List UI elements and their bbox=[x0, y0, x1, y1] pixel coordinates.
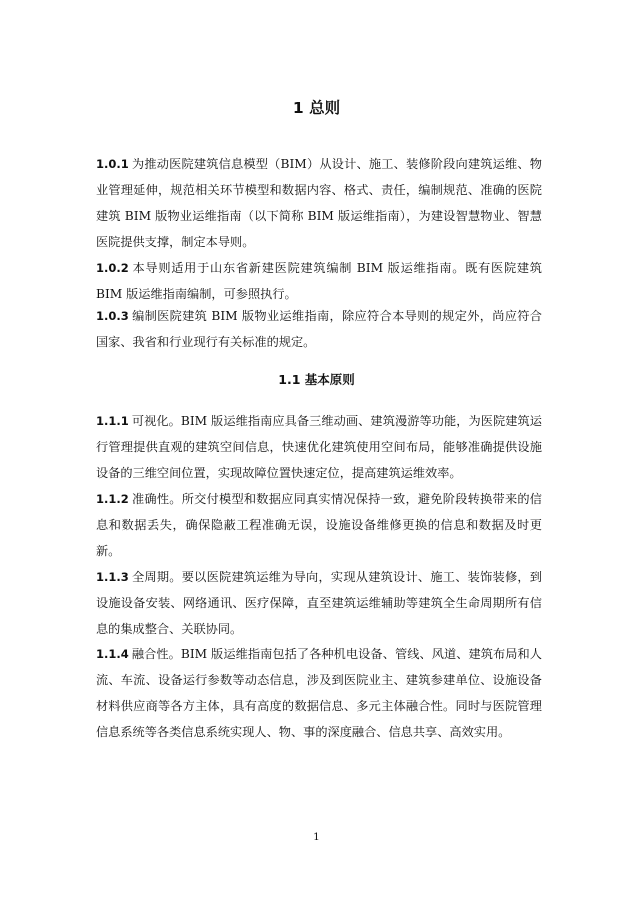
principle-1-1-1 bbox=[96, 408, 542, 486]
principle-1-1-4 bbox=[96, 641, 542, 745]
clause-1-0-3 bbox=[96, 303, 542, 355]
clause-number: 1.0.3 bbox=[96, 309, 129, 323]
clause-number: 1.0.1 bbox=[96, 157, 129, 171]
clause-text: 本导则适用于山东省新建医院建筑编制 BIM 版运维指南。既有医院建筑 BIM 版运维指南编制，可参照执行。 bbox=[96, 261, 542, 302]
clause-1-0-1 bbox=[96, 151, 542, 255]
section-title: 1.1 基本原则 bbox=[278, 372, 355, 387]
clause-text: 为推动医院建筑信息模型（BIM）从设计、施工、装修阶段向建筑运维、物业管理延伸，规范相关环节模型和数据内容、格式、责任，编制规范、准确的医院建筑 BIM 版物业运维指南（以下简称 BIM 版运维指南），为建设智慧物业、智慧医院提供支撑，制定本导则。 bbox=[96, 157, 542, 250]
principle-number: 1.1.1 bbox=[96, 414, 129, 428]
principle-number: 1.1.4 bbox=[96, 647, 129, 661]
principle-1-1-3 bbox=[96, 564, 542, 642]
principle-1-1-2 bbox=[96, 486, 542, 564]
principle-text: 可视化。BIM 版运维指南应具备三维动画、建筑漫游等功能，为医院建筑运行管理提供直观的建筑空间信息，快速优化建筑使用空间布局，能够准确提供设施设备的三维空间位置，实现故障位置快速定位，提高建筑运维效率。 bbox=[96, 414, 542, 481]
principle-number: 1.1.3 bbox=[96, 570, 129, 584]
principle-number: 1.1.2 bbox=[96, 492, 129, 506]
clause-number: 1.0.2 bbox=[96, 261, 129, 275]
principle-text: 融合性。BIM 版运维指南包括了各种机电设备、管线、风道、建筑布局和人流、车流、设备运行参数等动态信息，涉及到医院业主、建筑参建单位、设施设备材料供应商等各方主体，具有高度的数据信息、多元主体融合性。同时与医院管理信息系统等各类信息系统实现人、物、事的深度融合、信息共享、高效实用。 bbox=[96, 647, 542, 740]
page-number: 1 bbox=[313, 831, 320, 843]
principle-text: 准确性。所交付模型和数据应同真实情况保持一致，避免阶段转换带来的信息和数据丢失，确保隐蔽工程准确无误，设施设备维修更换的信息和数据及时更新。 bbox=[96, 492, 542, 559]
clause-text: 编制医院建筑 BIM 版物业运维指南，除应符合本导则的规定外，尚应符合国家、我省和行业现行有关标准的规定。 bbox=[96, 309, 542, 350]
principle-text: 全周期。要以医院建筑运维为导向，实现从建筑设计、施工、装饰装修，到设施设备安装、网络通讯、医疗保障，直至建筑运维辅助等建筑全生命周期所有信息的集成整合、关联协同。 bbox=[96, 570, 542, 637]
chapter-title: 1 总则 bbox=[292, 99, 341, 117]
clause-1-0-2 bbox=[96, 255, 542, 307]
